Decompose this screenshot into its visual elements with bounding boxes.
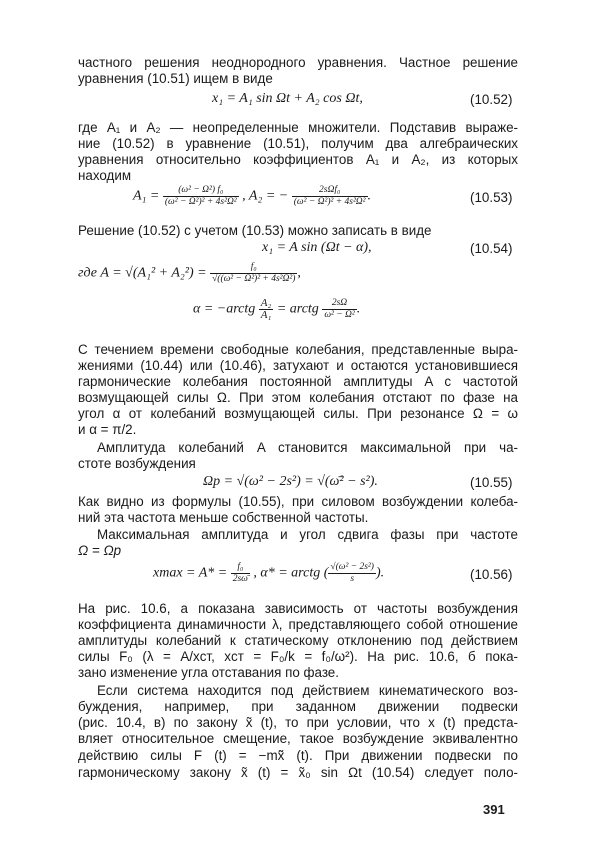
text-line: Амплитуда колебаний A становится максимальной при ча-: [97, 440, 518, 455]
equation-number: (10.53): [470, 190, 513, 205]
text-line: ний эта частота меньше собственной частоты.: [78, 510, 369, 525]
equation-10-52: x₁ = A₁ sin Ωt + A₂ cos Ωt,: [212, 91, 363, 106]
text-line: гармоническому закону x̃ (t) = x̃₀ sin Ωt (10.54) следует поло-: [78, 765, 518, 780]
text-line: жениями (10.44) или (10.46), затухают и остаются установившиеся: [78, 358, 518, 373]
text-line: зано изменение угла отставания по фазе.: [78, 665, 339, 680]
amplitude-formula: где A = √(A₁² + A₂²) = $\frac{\text{f₀}}{\text{√((ω² − Ω²)² + 4s²Ω²)}}$ ,: [78, 262, 301, 284]
page-number: 391: [483, 802, 505, 817]
text-line: (рис. 10.4, в) по закону x̃ (t), то при условии, что x (t) предста-: [78, 715, 518, 730]
text-line: буждения, например, при заданном движении подвески: [78, 699, 518, 714]
equation-number: (10.55): [470, 475, 513, 490]
text-line: и α = π/2.: [78, 422, 137, 437]
text-line: частного решения неоднородного уравнения. Частное решение: [78, 55, 518, 70]
text-line: амплитуды колебаний к статическому отклонению под действием: [78, 633, 518, 648]
text-line: коэффициента динамичности λ, представляющего собой отношение: [78, 617, 518, 632]
text-line: возмущающей силы Ω. При этом колебания отстают по фазе на: [78, 390, 518, 405]
phase-formula: α = −arctg $\frac{\text{A₂}}{\text{A₁}}$ = arctg $\frac{2s\Omega}{\text{ω² − Ω²}}$ .: [193, 297, 361, 321]
text-line: находим: [78, 168, 132, 183]
text-line: Максимальная амплитуда и угол сдвига фазы при частоте: [97, 527, 518, 542]
text-line: где A₁ и A₂ — неопределенные множители. Подставив выраже-: [78, 120, 518, 135]
text-line: стоте возбуждения: [78, 456, 196, 471]
text-line: вляет относительное смещение, такое возбуждение эквивалентно: [78, 731, 518, 746]
text-line: уравнения (10.51) ищем в виде: [78, 71, 273, 86]
text-line: Как видно из формулы (10.55), при силовом возбуждении колеба-: [78, 494, 518, 509]
text-line: действию силы F (t) = −mẍ̃ (t). При движении подвески по: [78, 748, 518, 763]
text-line: Если система находится под действием кинематического воз-: [97, 683, 518, 698]
text-line: уравнения относительно коэффициентов A₁ и A₂, из которых: [78, 152, 518, 167]
text-line: С течением времени свободные колебания, представленные выра-: [78, 342, 518, 357]
text-line: гармонические колебания постоянной амплитуды A с частотой: [78, 374, 518, 389]
equation-number: (10.56): [470, 567, 513, 582]
equation-number: (10.52): [470, 92, 513, 107]
text-line: Ω = Ωp: [78, 543, 122, 558]
text-line: ние (10.52) в уравнение (10.51), получим два алгебраических: [78, 136, 518, 151]
text-line: На рис. 10.6, а показана зависимость от частоты возбуждения: [78, 601, 518, 616]
text-line: Решение (10.52) с учетом (10.53) можно записать в виде: [78, 223, 432, 238]
equation-10-55: Ωp = √(ω² − 2s²) = √(ω̄² − s²).: [203, 474, 378, 489]
equation-number: (10.54): [470, 241, 513, 256]
equation-10-54: x₁ = A sin (Ωt − α),: [262, 240, 372, 255]
text-line: угол α от колебаний возмущающей силы. При резонансе Ω = ω: [78, 406, 518, 421]
equation-10-53: A₁ = $\frac{\text{(ω² − Ω²) f₀}}{\text{(ω² − Ω²)² + 4s²Ω²}}$ , A₂ = − $\frac{\text{2sΩf₀}}{\text{(ω² − Ω²)² + 4s²Ω²}}$ .: [133, 185, 372, 207]
equation-10-56: xmax = A* = $\frac{\text{f₀}}{2s\omegā}$ , α* = arctg ( $\frac{\text{√(ω² − 2s²)}}{s}$ ).: [153, 562, 385, 584]
text-line: силы F₀ (λ = A/xст, xст = F₀/k = f₀/ω²). На рис. 10.6, б пока-: [78, 649, 518, 664]
